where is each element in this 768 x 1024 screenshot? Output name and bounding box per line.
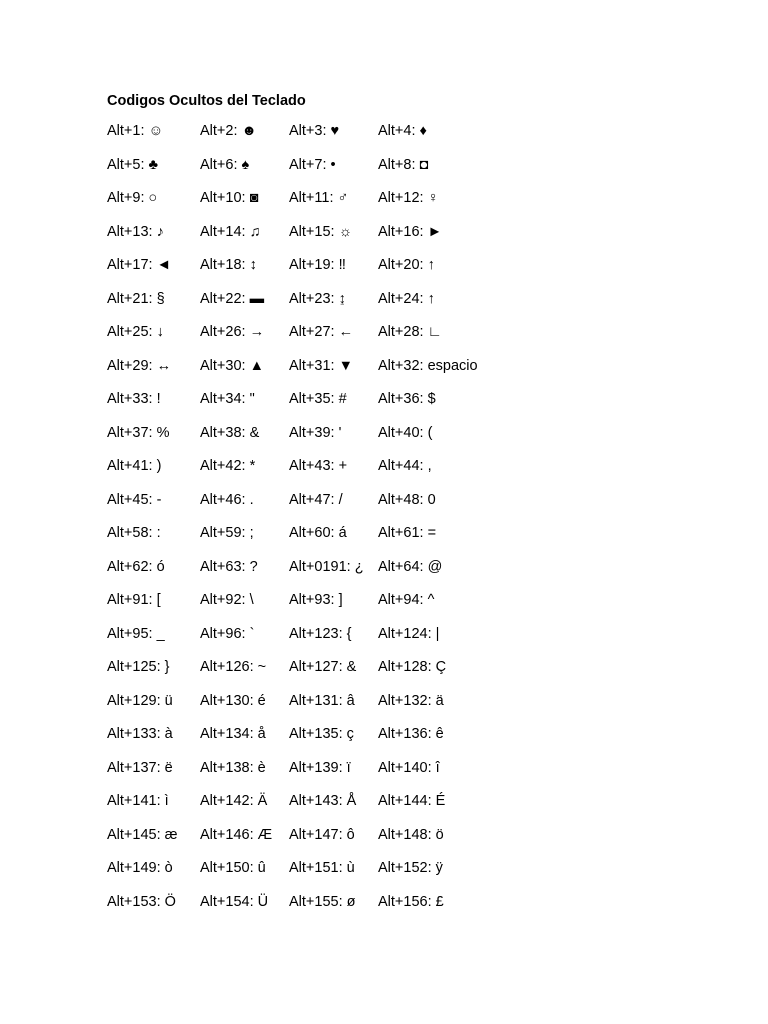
- alt-code-entry: Alt+45: -: [107, 491, 162, 508]
- alt-code-entry: Alt+135: ç: [289, 726, 354, 742]
- alt-code-entry: Alt+156: £: [378, 893, 444, 910]
- alt-code-entry: Alt+24: ↑: [378, 290, 435, 307]
- table-row: [107, 255, 707, 289]
- alt-code-entry: Alt+152: ÿ: [378, 860, 443, 876]
- alt-code-entry: Alt+153: Ö: [107, 893, 176, 910]
- alt-code-entry: Alt+44: ,: [378, 458, 432, 474]
- alt-code-entry: Alt+134: å: [200, 726, 266, 742]
- alt-code-entry: Alt+146: Æ: [200, 826, 273, 843]
- alt-code-entry: Alt+142: Ä: [200, 793, 268, 809]
- alt-code-entry: Alt+13: ♪: [107, 223, 164, 240]
- alt-code-entry: Alt+28: ∟: [378, 324, 442, 340]
- alt-code-entry: Alt+9: ○: [107, 190, 158, 206]
- alt-code-entry: Alt+155: ø: [289, 893, 356, 910]
- alt-code-entry: Alt+6: ♠: [200, 156, 250, 173]
- alt-code-entry: Alt+129: ü: [107, 692, 173, 709]
- alt-code-entry: Alt+123: {: [289, 625, 352, 642]
- alt-code-entry: Alt+7: •: [289, 156, 336, 173]
- alt-code-entry: Alt+47: /: [289, 491, 343, 508]
- table-row: [107, 557, 707, 591]
- alt-code-entry: Alt+136: ê: [378, 726, 444, 742]
- alt-code-entry: Alt+126: ~: [200, 659, 267, 675]
- table-row: [107, 121, 707, 155]
- alt-code-entry: Alt+124: |: [378, 625, 440, 642]
- alt-code-entry: Alt+130: é: [200, 692, 266, 709]
- alt-code-entry: Alt+154: Ü: [200, 893, 269, 910]
- alt-code-entry: Alt+19: ‼: [289, 257, 346, 273]
- alt-code-entry: Alt+127: &: [289, 659, 357, 675]
- document-title: Codigos Ocultos del Teclado: [107, 93, 306, 109]
- table-row: [107, 858, 707, 892]
- alt-code-entry: Alt+150: û: [200, 860, 266, 876]
- alt-code-entry: Alt+60: á: [289, 525, 347, 541]
- alt-code-entry: Alt+11: ♂: [289, 190, 349, 206]
- table-row: [107, 389, 707, 423]
- alt-code-entry: Alt+33: !: [107, 391, 161, 407]
- table-row: [107, 758, 707, 792]
- alt-code-entry: Alt+34: ": [200, 391, 255, 407]
- alt-code-entry: Alt+151: ù: [289, 860, 355, 876]
- table-row: [107, 456, 707, 490]
- table-row: [107, 791, 707, 825]
- alt-code-entry: Alt+145: æ: [107, 826, 178, 843]
- alt-code-entry: Alt+140: î: [378, 759, 440, 776]
- alt-code-entry: Alt+143: Å: [289, 793, 357, 809]
- alt-code-entry: Alt+1: ☺: [107, 123, 164, 139]
- alt-code-entry: Alt+14: ♫: [200, 223, 261, 240]
- alt-code-entry: Alt+139: ï: [289, 759, 351, 776]
- alt-code-entry: Alt+39: ': [289, 424, 342, 441]
- alt-code-entry: Alt+3: ♥: [289, 123, 340, 139]
- table-row: [107, 691, 707, 725]
- alt-code-entry: Alt+29: ↔: [107, 357, 172, 374]
- alt-code-entry: Alt+131: â: [289, 692, 355, 709]
- alt-code-entry: Alt+41: ): [107, 458, 162, 474]
- alt-code-entry: Alt+4: ♦: [378, 123, 427, 139]
- alt-code-entry: Alt+18: ↕: [200, 257, 257, 273]
- alt-code-table: [107, 121, 707, 925]
- alt-code-entry: Alt+95: _: [107, 625, 165, 642]
- alt-code-entry: Alt+48: 0: [378, 491, 436, 508]
- alt-code-entry: Alt+12: ♀: [378, 190, 439, 206]
- alt-code-entry: Alt+46: .: [200, 491, 254, 508]
- alt-code-entry: Alt+42: *: [200, 458, 256, 474]
- alt-code-entry: Alt+149: ò: [107, 860, 173, 876]
- alt-code-entry: Alt+58: :: [107, 525, 161, 541]
- alt-code-entry: Alt+10: ◙: [200, 190, 259, 206]
- alt-code-entry: Alt+40: (: [378, 424, 433, 441]
- alt-code-entry: Alt+94: ^: [378, 592, 435, 608]
- alt-code-entry: Alt+63: ?: [200, 558, 258, 575]
- alt-code-entry: Alt+8: ◘: [378, 156, 429, 173]
- alt-code-entry: Alt+30: ▲: [200, 357, 264, 374]
- table-row: [107, 289, 707, 323]
- alt-code-entry: Alt+23: ↨: [289, 290, 346, 307]
- table-row: [107, 490, 707, 524]
- alt-code-entry: Alt+64: @: [378, 558, 443, 575]
- alt-code-entry: Alt+22: ▬: [200, 290, 265, 307]
- alt-code-entry: Alt+25: ↓: [107, 324, 164, 340]
- table-row: [107, 590, 707, 624]
- table-row: [107, 523, 707, 557]
- alt-code-entry: Alt+138: è: [200, 759, 266, 776]
- alt-code-entry: Alt+96: `: [200, 625, 255, 642]
- table-row: [107, 188, 707, 222]
- alt-code-entry: Alt+15: ☼: [289, 223, 352, 240]
- alt-code-entry: Alt+27: ←: [289, 324, 354, 340]
- alt-code-entry: Alt+17: ◄: [107, 257, 171, 273]
- alt-code-entry: Alt+37: %: [107, 424, 170, 441]
- table-row: [107, 155, 707, 189]
- table-row: [107, 624, 707, 658]
- alt-code-entry: Alt+36: $: [378, 391, 436, 407]
- alt-code-entry: Alt+137: ë: [107, 759, 173, 776]
- table-row: [107, 423, 707, 457]
- alt-code-entry: Alt+16: ►: [378, 223, 442, 240]
- alt-code-entry: Alt+141: ì: [107, 793, 169, 809]
- alt-code-entry: Alt+93: ]: [289, 592, 343, 608]
- alt-code-entry: Alt+125: }: [107, 659, 170, 675]
- table-row: [107, 356, 707, 390]
- alt-code-entry: Alt+92: \: [200, 592, 254, 608]
- table-row: [107, 825, 707, 859]
- table-row: [107, 322, 707, 356]
- alt-code-entry: Alt+2: ☻: [200, 123, 257, 139]
- alt-code-entry: Alt+148: ö: [378, 826, 444, 843]
- alt-code-entry: Alt+132: ä: [378, 692, 444, 709]
- alt-code-entry: Alt+32: espacio: [378, 357, 478, 374]
- alt-code-entry: Alt+144: É: [378, 793, 446, 809]
- document-page: [107, 89, 707, 925]
- alt-code-entry: Alt+26: →: [200, 324, 265, 340]
- alt-code-entry: Alt+35: #: [289, 391, 347, 407]
- alt-code-entry: Alt+91: [: [107, 592, 161, 608]
- table-row: [107, 724, 707, 758]
- alt-code-entry: Alt+128: Ç: [378, 659, 447, 675]
- alt-code-entry: Alt+133: à: [107, 726, 173, 742]
- alt-code-entry: Alt+62: ó: [107, 558, 165, 575]
- alt-code-entry: Alt+21: §: [107, 290, 165, 307]
- alt-code-entry: Alt+61: =: [378, 525, 437, 541]
- alt-code-entry: Alt+38: &: [200, 424, 260, 441]
- alt-code-entry: Alt+43: +: [289, 458, 348, 474]
- alt-code-entry: Alt+5: ♣: [107, 156, 159, 173]
- alt-code-entry: Alt+31: ▼: [289, 357, 353, 374]
- alt-code-entry: Alt+20: ↑: [378, 257, 435, 273]
- table-row: [107, 892, 707, 926]
- table-row: [107, 222, 707, 256]
- table-row: [107, 657, 707, 691]
- alt-code-entry: Alt+0191: ¿: [289, 558, 364, 575]
- alt-code-entry: Alt+59: ;: [200, 525, 254, 541]
- alt-code-entry: Alt+147: ô: [289, 826, 355, 843]
